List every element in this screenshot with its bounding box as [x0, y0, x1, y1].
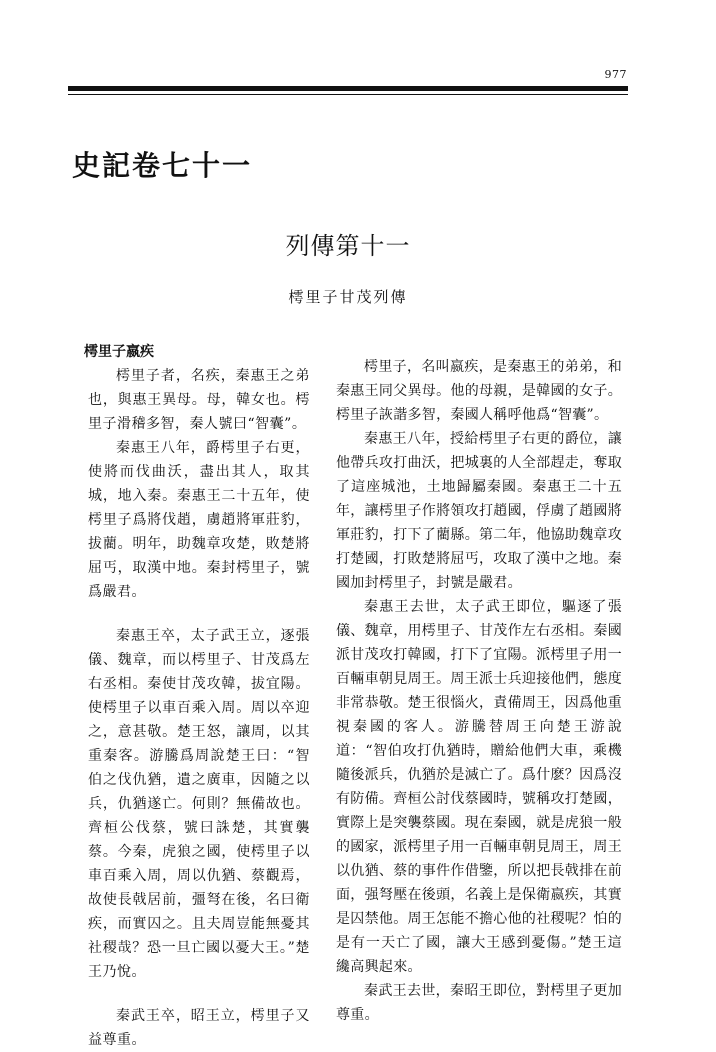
chapter-title: 樗里子甘茂列傳 — [288, 288, 408, 306]
paragraph-gap — [88, 604, 310, 624]
original-text-column — [84, 340, 310, 1052]
translation-paragraph: 秦惠王八年，授給樗里子右更的爵位，讓他帶兵攻打曲沃，把城裏的人全部趕走，奪取了這座城池，土地歸屬秦國。秦惠王二十五年，讓樗里子作將領攻打趙國，俘虜了趙國將軍莊豹，打下了藺縣。第二年，他協助魏章攻打楚國，打敗楚將屈丐，攻取了漢中之地。秦國加封樗里子，封號是嚴君。 — [336, 431, 622, 591]
original-paragraph: 秦惠王卒，太子武王立，逐張儀、魏章，而以樗里子、甘茂爲左右丞相。秦使甘茂攻韓，拔宜陽。使樗里子以車百乘入周。周以卒迎之，意甚敬。楚王怒，讓周，以其重秦客。游騰爲周說楚王曰：“智伯之伐仇猶，遺之廣車，因隨之以兵，仇猶遂亡。何則？無備故也。齊桓公伐蔡，號曰誅楚，其實襲蔡。今秦，虎狼之國，使樗里子以車百乘入周，周以仇猶、蔡觀焉，故使長戟居前，彊弩在後，名曰衛疾，而實囚之。且夫周豈能無憂其社稷哉？恐一旦亡國以憂大王。”楚王乃悅。 — [88, 628, 310, 980]
original-paragraph: 秦惠王八年，爵樗里子右更，使將而伐曲沃，盡出其人，取其城，地入秦。秦惠王二十五年，使樗里子爲將伐趙，虜趙將軍莊豹，拔藺。明年，助魏章攻楚，敗楚將屈丐，取漢中地。秦封樗里子，號爲嚴君。 — [88, 440, 310, 600]
translation-paragraph: 秦武王去世，秦昭王即位，對樗里子更加尊重。 — [336, 983, 622, 1023]
book-title: 史記卷七十一 — [72, 149, 253, 182]
paragraph-gap — [88, 984, 310, 1004]
header-rule-thin — [68, 94, 628, 95]
original-paragraph: 樗里子者，名疾，秦惠王之弟也，與惠王異母。母，韓女也。樗里子滑稽多智，秦人號曰“智囊”。 — [88, 368, 310, 432]
translation-paragraph: 秦惠王去世，太子武王即位，驅逐了張儀、魏章，用樗里子、甘茂作左右丞相。秦國派甘茂攻打韓國，打下了宜陽。派樗里子用一百輛車朝見周王。周王派士兵迎接他們，態度非常恭敬。楚王很惱火，責備周王，因爲他重視秦國的客人。游騰替周王向楚王游說道：“智伯攻打仇猶時，贈給他們大車，乘機隨後派兵，仇猶於是滅亡了。爲什麽？因爲沒有防備。齊桓公討伐蔡國時，號稱攻打楚國，實際上是突襲蔡國。現在秦國，就是虎狼一般的國家，派樗里子用一百輛車朝見周王，周王以仇猶、蔡的事件作借鑒，所以把長戟排在前面，强弩壓在後頭，名義上是保衛嬴疾，其實是囚禁他。周王怎能不擔心他的社稷呢？怕的是有一天亡了國，讓大王感到憂傷。”楚王這纔高興起來。 — [336, 599, 622, 975]
section-title: 列傳第十一 — [285, 232, 411, 260]
page-number: 977 — [604, 68, 627, 81]
translation-paragraph: 樗里子，名叫嬴疾，是秦惠王的弟弟，和秦惠王同父異母。他的母親，是韓國的女子。樗里子詼諧多智，秦國人稱呼他爲“智囊”。 — [336, 359, 622, 423]
header-rule-thick — [68, 86, 628, 91]
subheading: 樗里子嬴疾 — [84, 344, 154, 360]
original-paragraph: 秦武王卒，昭王立，樗里子又益尊重。 — [88, 1008, 310, 1048]
translation-text-column — [336, 355, 622, 1027]
